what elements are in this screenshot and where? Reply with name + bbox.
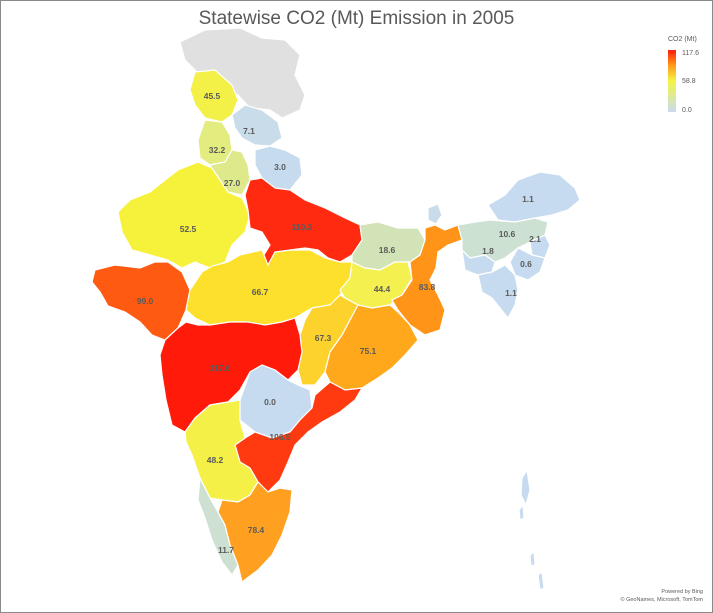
label-manipur: 0.6	[520, 259, 532, 269]
label-jharkhand: 44.4	[373, 284, 391, 294]
label-assam: 10.6	[498, 229, 516, 239]
map-title: Statewise CO2 (Mt) Emission in 2005	[198, 8, 515, 29]
label-nagaland: 2.1	[529, 234, 541, 244]
credit-attribution: © GeoNames, Microsoft, TomTom	[620, 597, 703, 603]
label-maharashtra: 117.6	[209, 363, 231, 373]
label-bihar: 18.6	[378, 245, 396, 255]
label-gujarat: 99.0	[136, 296, 154, 306]
legend-title: CO2 (Mt)	[668, 36, 697, 43]
label-chhattisgarh: 67.3	[314, 333, 332, 343]
label-punjab: 32.2	[208, 145, 226, 155]
label-haryana: 27.0	[223, 178, 241, 188]
legend-tick-min: 0.0	[682, 107, 692, 114]
region-andaman-nicobar[interactable]	[519, 470, 544, 590]
label-kerala: 11.7	[217, 545, 235, 555]
label-uttar-pradesh: 110.3	[291, 222, 313, 232]
legend-tick-max: 117.6	[682, 50, 699, 57]
label-telangana: 0.0	[264, 397, 276, 407]
label-odisha: 75.1	[359, 346, 377, 356]
legend-tick-mid: 58.8	[682, 78, 696, 85]
label-arunachal-pradesh: 1.1	[522, 194, 534, 204]
label-uttarakhand: 7.1	[243, 126, 255, 136]
label-himachal-pradesh: 45.5	[203, 91, 221, 101]
label-mizoram-tripura: 1.1	[505, 288, 517, 298]
label-karnataka: 48.2	[206, 455, 224, 465]
legend-gradient-bar	[668, 50, 676, 112]
region-sikkim[interactable]	[428, 204, 442, 224]
color-legend	[668, 36, 712, 126]
credit-powered-by: Powered by Bing	[661, 589, 703, 595]
label-west-bengal: 83.8	[418, 282, 436, 292]
region-arunachal-pradesh[interactable]	[488, 172, 580, 222]
label-meghalaya: 1.8	[482, 246, 494, 256]
label-madhya-pradesh: 66.7	[251, 287, 269, 297]
label-rajasthan: 52.5	[179, 224, 197, 234]
label-andhra-pradesh: 106.5	[269, 432, 291, 442]
label-tamil-nadu: 78.4	[247, 525, 265, 535]
label-delhi: 3.0	[274, 162, 286, 172]
